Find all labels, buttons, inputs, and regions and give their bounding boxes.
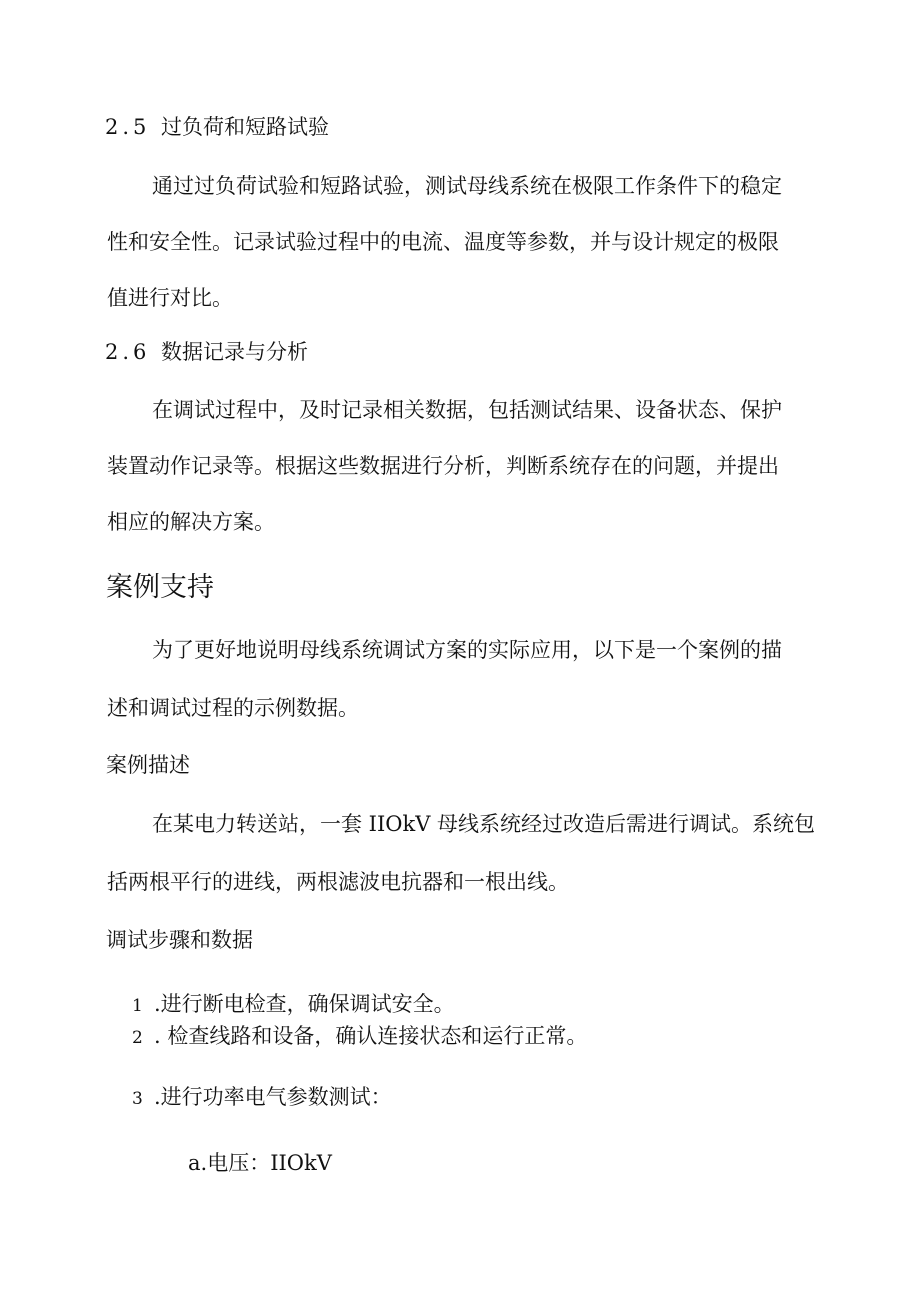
paragraph-line: 值进行对比。: [107, 286, 233, 310]
list-text: . 检查线路和设备，确认连接状态和运行正常。: [154, 1024, 588, 1048]
list-text: .进行断电检查，确保调试安全。: [154, 992, 455, 1016]
list-item: [132, 1083, 392, 1113]
list-number: 1: [132, 996, 143, 1016]
paragraph-line: 在某电力转送站，一套 IIOkV 母线系统经过改造后需进行调试。系统包: [152, 812, 816, 836]
paragraph-line: 通过过负荷试验和短路试验，测试母线系统在极限工作条件下的稳定: [152, 174, 782, 198]
section-heading-2-6: [105, 338, 308, 366]
section-heading-2-5: [105, 113, 329, 141]
sub-list-item: a.电压：IIOkV: [188, 1151, 332, 1175]
list-item: [132, 1022, 587, 1052]
paragraph-line: 相应的解决方案。: [107, 510, 275, 534]
list-item: [132, 990, 455, 1020]
list-text: .进行功率电气参数测试：: [154, 1085, 392, 1109]
case-support-heading: 案例支持: [106, 572, 214, 603]
section-title: 过负荷和短路试验: [161, 115, 329, 139]
list-number: 3: [132, 1089, 143, 1109]
case-description-heading: 案例描述: [106, 753, 190, 777]
paragraph-line: 性和安全性。记录试验过程中的电流、温度等参数，并与设计规定的极限: [107, 230, 779, 254]
steps-heading: 调试步骤和数据: [106, 928, 253, 952]
paragraph-line: 述和调试过程的示例数据。: [107, 696, 359, 720]
paragraph-line: 括两根平行的进线，两根滤波电抗器和一根出线。: [107, 870, 569, 894]
section-number: 2.5: [105, 115, 151, 139]
section-number: 2.6: [105, 340, 151, 364]
list-number: 2: [132, 1028, 143, 1048]
paragraph-line: 为了更好地说明母线系统调试方案的实际应用，以下是一个案例的描: [152, 638, 782, 662]
paragraph-line: 装置动作记录等。根据这些数据进行分析，判断系统存在的问题，并提出: [107, 454, 779, 478]
section-title: 数据记录与分析: [161, 340, 308, 364]
paragraph-line: 在调试过程中，及时记录相关数据，包括测试结果、设备状态、保护: [152, 398, 782, 422]
